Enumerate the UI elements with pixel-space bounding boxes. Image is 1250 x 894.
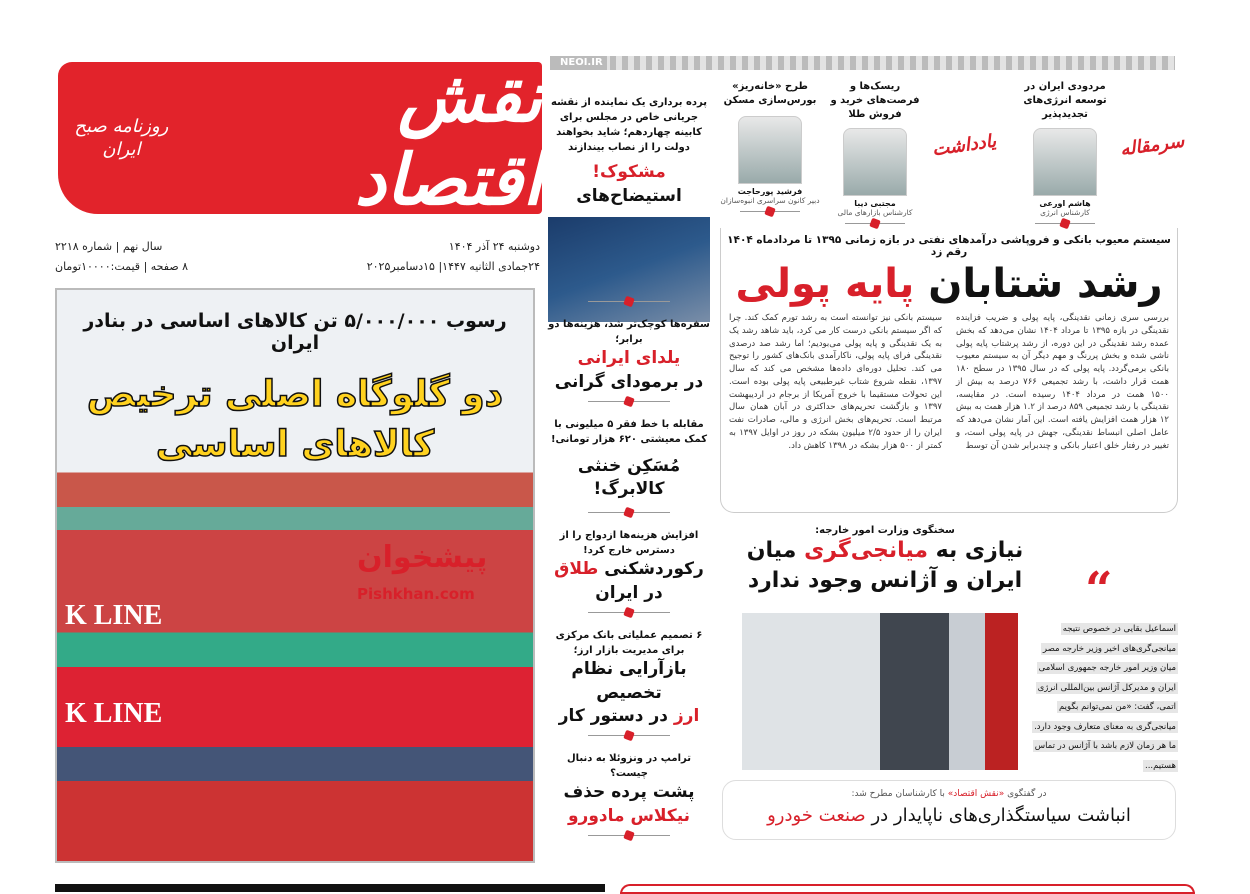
author-photo bbox=[1033, 128, 1097, 196]
bottom-bar bbox=[55, 884, 605, 892]
lead-story[interactable] bbox=[720, 228, 1178, 513]
opinion-item[interactable]: ریسک‌ها و فرصت‌های خرید و فروش طلا مجتبی دیبا کارشناس بازارهای مالی bbox=[825, 80, 925, 239]
spokesperson-photo bbox=[742, 613, 1018, 770]
container-label: K LINE bbox=[65, 698, 163, 729]
watermark: پیشخوان bbox=[357, 540, 488, 575]
lead-column-right: بررسی سری زمانی نقدینگی، پایه پولی و ضریب فزاینده نقدینگی در بازه ۱۳۹۵ تا مرداد ۱۴۰۴ نشان می‌دهد که بخش عمده رشد نقدینگی در این دوره، از رشد پرشتاب پایه پولی ناشی شده و بخش پررنگ و مهم دیگر آن به سیستم معیوب بانکی برمی‌گردد. پایه پولی که در سال ۱۳۹۵ در سطح ۱۸۰ همت قرار داشت، با رشد تجمیعی ۷۶۶ درصد به بیش از ۱۵۰۰ همت در مرداد ۱۴۰۴ رسیده است. در مقایسه، نقدینگی با رشد تجمیعی ۸۵۹ درصد از ۱.۲ هزار همت به بیش ۱۲ هزار همت افزایش یافته است. این آمار نشان می‌دهد که عامل اصلی انبساط نقدینگی، جهش در پایه پولی است، و تغییر در رفتار خلق اعتبار بانکی و چندبرابر شدن آن توسط bbox=[956, 313, 1169, 451]
page-marker-icon bbox=[588, 512, 670, 522]
date-other: ۲۴جمادی الثانیه ۱۴۴۷| ۱۵دسامبر۲۰۲۵ bbox=[366, 260, 540, 273]
editorial-badge: سرمقاله bbox=[1118, 130, 1186, 161]
foreign-story[interactable]: سخنگوی وزارت امور خارجه: نیازی به میانجی‌گری میان ایران و آژانس وجود ندارد bbox=[746, 525, 1024, 593]
opinion-item[interactable]: طرح «خانه‌ریز» بورس‌سازی مسکن فرشید پورحاجت دبیر کانون سراسری انبوه‌سازان bbox=[720, 80, 820, 227]
date-persian: دوشنبه ۲۴ آذر ۱۴۰۴ bbox=[448, 240, 540, 253]
opinion-item[interactable]: مردودی ایران در توسعه انرژی‌های تجدیدپذیر هاشم اورعی کارشناس انرژی bbox=[1015, 80, 1115, 239]
story-maduro[interactable]: ترامپ در ونزوئلا به دنبال چیست؟ پشت پرده حذف نیکلاس مادورو bbox=[563, 753, 695, 826]
page-marker-icon bbox=[588, 612, 670, 622]
masthead-tagline: روزنامه صبح ایران bbox=[74, 115, 169, 160]
page-marker-icon bbox=[588, 401, 670, 411]
page-marker-icon bbox=[740, 211, 800, 221]
note-badge: یادداشت bbox=[930, 130, 998, 161]
masthead-logo bbox=[58, 55, 542, 221]
story-kalabarg[interactable]: مقابله با خط فقر ۵ میلیونی با کمک معیشتی ۶۲۰ هزار تومانی! مُسَکِن خنثی کالابرگ! bbox=[550, 418, 708, 500]
price: ۸ صفحه | قیمت:۱۰۰۰۰تومان bbox=[55, 260, 189, 273]
ports-headline: دو گلوگاه اصلی ترخیص کالاهای اساسی bbox=[86, 374, 504, 466]
page-marker-icon bbox=[588, 301, 670, 311]
page-marker-icon bbox=[588, 735, 670, 745]
masthead-name: نقش اقتصاد bbox=[354, 55, 542, 221]
author-photo bbox=[843, 128, 907, 196]
site-label: NEOI.IR bbox=[556, 56, 607, 70]
page-marker-icon bbox=[588, 835, 670, 845]
auto-industry-story[interactable]: در گفتگوی «نقش اقتصاد» با کارشناسان مطرح شد: انباشت سیاستگذاری‌های ناپایدار در صنعت خودرو bbox=[722, 780, 1176, 840]
story-currency[interactable]: ۶ تصمیم عملیاتی بانک مرکزی برای مدیریت بازار ارز؛ بازآرایی نظام تخصیص ارز در دستور کار bbox=[555, 629, 703, 727]
mid-column-stories bbox=[548, 295, 710, 851]
lead-kicker: سیستم معیوب بانکی و فروپاشی درآمدهای نفتی در بازه زمانی ۱۳۹۵ تا مردادماه ۱۴۰۴ رقم زد bbox=[727, 234, 1171, 258]
watermark-url: Pishkhan.com bbox=[357, 585, 475, 603]
container-label: K LINE bbox=[65, 600, 163, 631]
ports-story[interactable] bbox=[55, 288, 535, 863]
quote-text: اسماعیل بقایی در خصوص نتیجه میانجی‌گری‌های اخیر وزیر خارجه مصر میان وزیر امور خارجه جمهوری اسلامی ایران و مدیرکل آژانس بین‌المللی انرژی اتمی، گفت: «من نمی‌توانم بگویم میانجی‌گری به معنای متعارف وجود دارد. ما هر زمان لازم باشد با آژانس در تماس هستیم... bbox=[1034, 624, 1176, 771]
top-story[interactable] bbox=[548, 95, 710, 322]
lead-column-left: سیستم بانکی نیز توانسته است به رشد تورم کمک کند. چرا که اگر سیستم بانکی درست کار می کرد، باید شاهد رشد یک به یک نقدینگی و پایه پولی می‌بودیم؛ اما رشد صد درصدی نقدینگی فرای پایه پولی، ناکارآمدی بانک‌های کشور را توجیح می کند. تحلیل دوره‌ای داده‌ها مشخص می کند که سال ۱۳۹۷، نقطه شروع شتاب غیرطبیعی پایه پولی بوده است. این تحولات مستقیما با خروج آمریکا از برجام در اردیبهشت ۱۳۹۷ و بازگشت تحریم‌های حداکثری در آبان همان سال مرتبط است. تحریم‌های بخش انرژی و مالی، صادرات نفت ایران را از حدود ۲/۵ میلیون بشکه در روز در اوایل ۱۳۹۷ به کمتر از ۵۰۰ هزار بشکه در ۱۳۹۸ کاهش داد. bbox=[729, 313, 943, 451]
author-photo bbox=[738, 116, 802, 184]
issue-number: سال نهم | شماره ۲۲۱۸ bbox=[55, 240, 163, 253]
story-yalda[interactable]: سفره‌ها کوچک‌تر شد، هزینه‌ها دو برابر؛ یلدای ایرانی در برمودای گرانی bbox=[548, 319, 710, 392]
bottom-box bbox=[620, 884, 1195, 894]
top-story-kicker: پرده برداری یک نماینده از نقشه جریانی خاص در مجلس برای کابینه چهاردهم؛ شاید بخواهند دولت را از نصاب بیندازند bbox=[551, 97, 707, 153]
top-strip bbox=[550, 56, 1175, 70]
quote-icon: “ bbox=[1085, 562, 1113, 618]
top-story-title: مشکوک! استیضاح‌های bbox=[576, 162, 682, 206]
ports-kicker: رسوب ۵/۰۰۰/۰۰۰ تن کالاهای اساسی در بنادر ایران bbox=[83, 310, 507, 354]
lead-headline: رشد شتابان پایه پولی bbox=[735, 261, 1163, 307]
story-divorce[interactable]: افزایش هزینه‌ها ازدواج را از دسترس خارج کرد! رکوردشکنی طلاق در ایران bbox=[554, 530, 704, 603]
